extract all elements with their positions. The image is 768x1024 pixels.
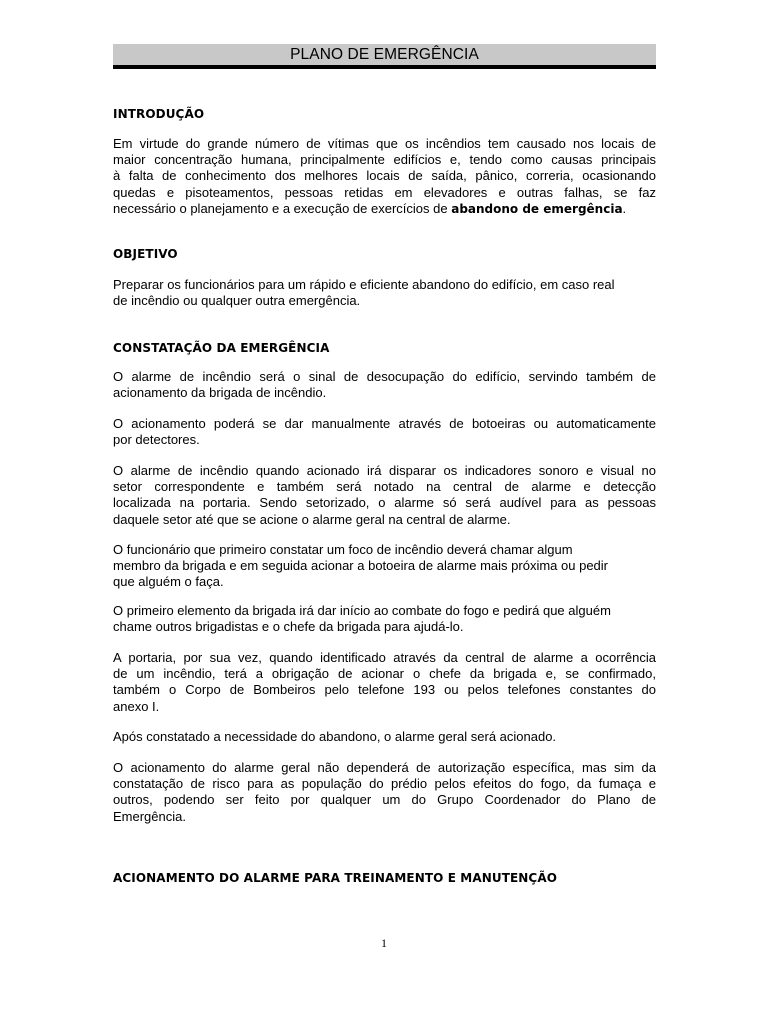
paragraph-constatacao-4 [113,542,656,591]
text-line: maior concentração humana, principalmente edifícios e, tendo como causas principais [113,152,656,168]
paragraph-constatacao-1 [113,369,656,401]
text-line: quedas e pisoteamentos, pessoas retidas em elevadores e outras falhas, se faz [113,184,656,200]
paragraph-constatacao-5 [113,603,656,635]
paragraph-constatacao-7 [113,729,656,745]
document-title: PLANO DE EMERGÊNCIA [290,45,479,63]
text-line: O alarme de incêndio será o sinal de desocupação do edifício, servindo também de [113,369,656,384]
heading-objetivo: OBJETIVO [113,247,178,261]
text-line: Em virtude do grande número de vítimas que os incêndios tem causado nos locais de [113,136,656,151]
text-line: Preparar os funcionários para um rápido e eficiente abandono do edifício, em caso real [113,277,615,292]
text-line: por detectores. [113,432,200,448]
text-line: O alarme de incêndio quando acionado irá disparar os indicadores sonoro e visual no [113,463,656,478]
text-line: anexo I. [113,698,160,714]
text-line: de incêndio ou qualquer outra emergência. [113,293,361,309]
page-number: 1 [381,936,387,950]
text-line: setor correspondente e também será notado na central de alarme e detecção [113,479,656,495]
text-run: . [622,200,627,216]
text-line: constatação de risco para as população do prédio pelos efeitos do fogo, da fumaça e [113,776,656,792]
heading-acionamento: ACIONAMENTO DO ALARME PARA TREINAMENTO E MANUTENÇÃO [113,871,558,885]
text-line: membro da brigada e em seguida acionar a botoeira de alarme mais próxima ou pedir [113,558,608,574]
text-line: O acionamento do alarme geral não dependerá de autorização específica, mas sim da [113,760,656,775]
text-line: daquele setor até que se acione o alarme geral na central de alarme. [113,511,511,527]
paragraph-constatacao-8 [113,760,656,825]
paragraph-objetivo [113,277,656,309]
text-line [113,201,656,217]
heading-introducao: INTRODUÇÃO [113,107,205,121]
text-run: necessário o planejamento e a execução de exercícios de [113,200,452,216]
text-line: outros, podendo ser feito por qualquer um do Grupo Coordenador do Plano de [113,792,656,808]
text-line: Após constatado a necessidade do abandono, o alarme geral será acionado. [113,729,557,744]
text-line: A portaria, por sua vez, quando identificado através da central de alarme a ocorrência [113,650,656,665]
paragraph-constatacao-2 [113,416,656,448]
emphasis-abandono: abandono de emergência [451,201,623,216]
text-line: O acionamento poderá se dar manualmente através de botoeiras ou automaticamente [113,416,656,431]
paragraph-constatacao-3 [113,463,656,528]
text-line: O primeiro elemento da brigada irá dar início ao combate do fogo e pedirá que alguém [113,603,611,618]
text-line: localizada na portaria. Sendo setorizado, o alarme só será audível para as pessoas [113,495,656,511]
text-line: que alguém o faça. [113,574,224,590]
heading-constatacao: CONSTATAÇÃO DA EMERGÊNCIA [113,341,330,355]
text-line: também o Corpo de Bombeiros pelo telefone 193 ou pelos telefones constantes do [113,682,656,698]
text-line: de um incêndio, terá a obrigação de acionar o chefe da brigada e, se confirmado, [113,666,656,682]
text-line: O funcionário que primeiro constatar um foco de incêndio deverá chamar algum [113,542,573,557]
paragraph-constatacao-6 [113,650,656,715]
text-line: acionamento da brigada de incêndio. [113,385,327,401]
text-line: Emergência. [113,808,186,824]
text-line: chame outros brigadistas e o chefe da brigada para ajudá-lo. [113,619,464,635]
paragraph-introducao [113,136,656,217]
text-line: à falta de conhecimento dos melhores locais de saída, pânico, correria, ocasionando [113,168,656,184]
document-title-bar [113,44,656,69]
